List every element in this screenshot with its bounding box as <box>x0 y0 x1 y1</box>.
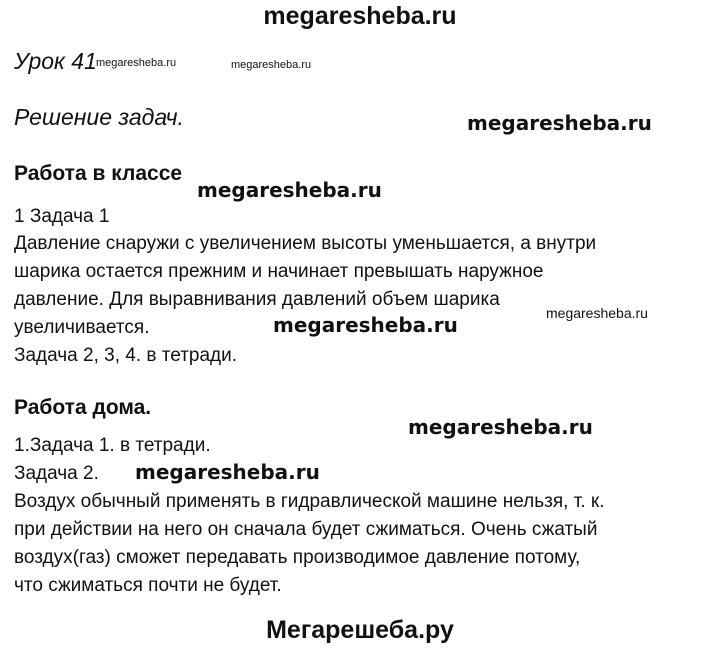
homework-line: что сжиматься почти не будет. <box>14 575 282 596</box>
classwork-line: 1 Задача 1 <box>14 206 110 227</box>
site-title-bottom: Мегарешеба.ру <box>266 616 454 644</box>
watermark: megaresheba.ru <box>467 111 652 135</box>
classwork-line: шарика остается прежним и начинает превышать наружное <box>14 261 544 282</box>
site-title-top: megaresheba.ru <box>263 2 457 30</box>
classwork-line: Давление снаружи с увеличением высоты уменьшается, а внутри <box>14 233 597 254</box>
classwork-heading: Работа в классе <box>14 162 183 185</box>
homework-line: Задача 2. <box>14 463 99 484</box>
homework-line: 1.Задача 1. в тетради. <box>14 435 211 456</box>
lesson-title: Урок 41 <box>14 48 97 74</box>
watermark: megaresheba.ru <box>408 415 593 439</box>
watermark: megaresheba.ru <box>135 460 320 484</box>
classwork-line: увеличивается. <box>14 317 150 338</box>
watermark: megaresheba.ru <box>546 305 648 321</box>
watermark: megaresheba.ru <box>273 313 458 337</box>
homework-line: при действии на него он сначала будет сжиматься. Очень сжатый <box>14 519 598 540</box>
classwork-line: давление. Для выравнивания давлений объем шарика <box>14 289 500 310</box>
watermark: megaresheba.ru <box>197 178 382 202</box>
watermark: megaresheba.ru <box>96 57 177 69</box>
lesson-topic: Решение задач. <box>14 104 184 130</box>
homework-line: воздух(газ) сможет передавать производимое давление потому, <box>14 547 581 568</box>
classwork-line: Задача 2, 3, 4. в тетради. <box>14 345 238 366</box>
watermark: megaresheba.ru <box>231 59 312 71</box>
homework-heading: Работа дома. <box>14 396 152 419</box>
homework-line: Воздух обычный применять в гидравлической машине нельзя, т. к. <box>14 491 605 512</box>
